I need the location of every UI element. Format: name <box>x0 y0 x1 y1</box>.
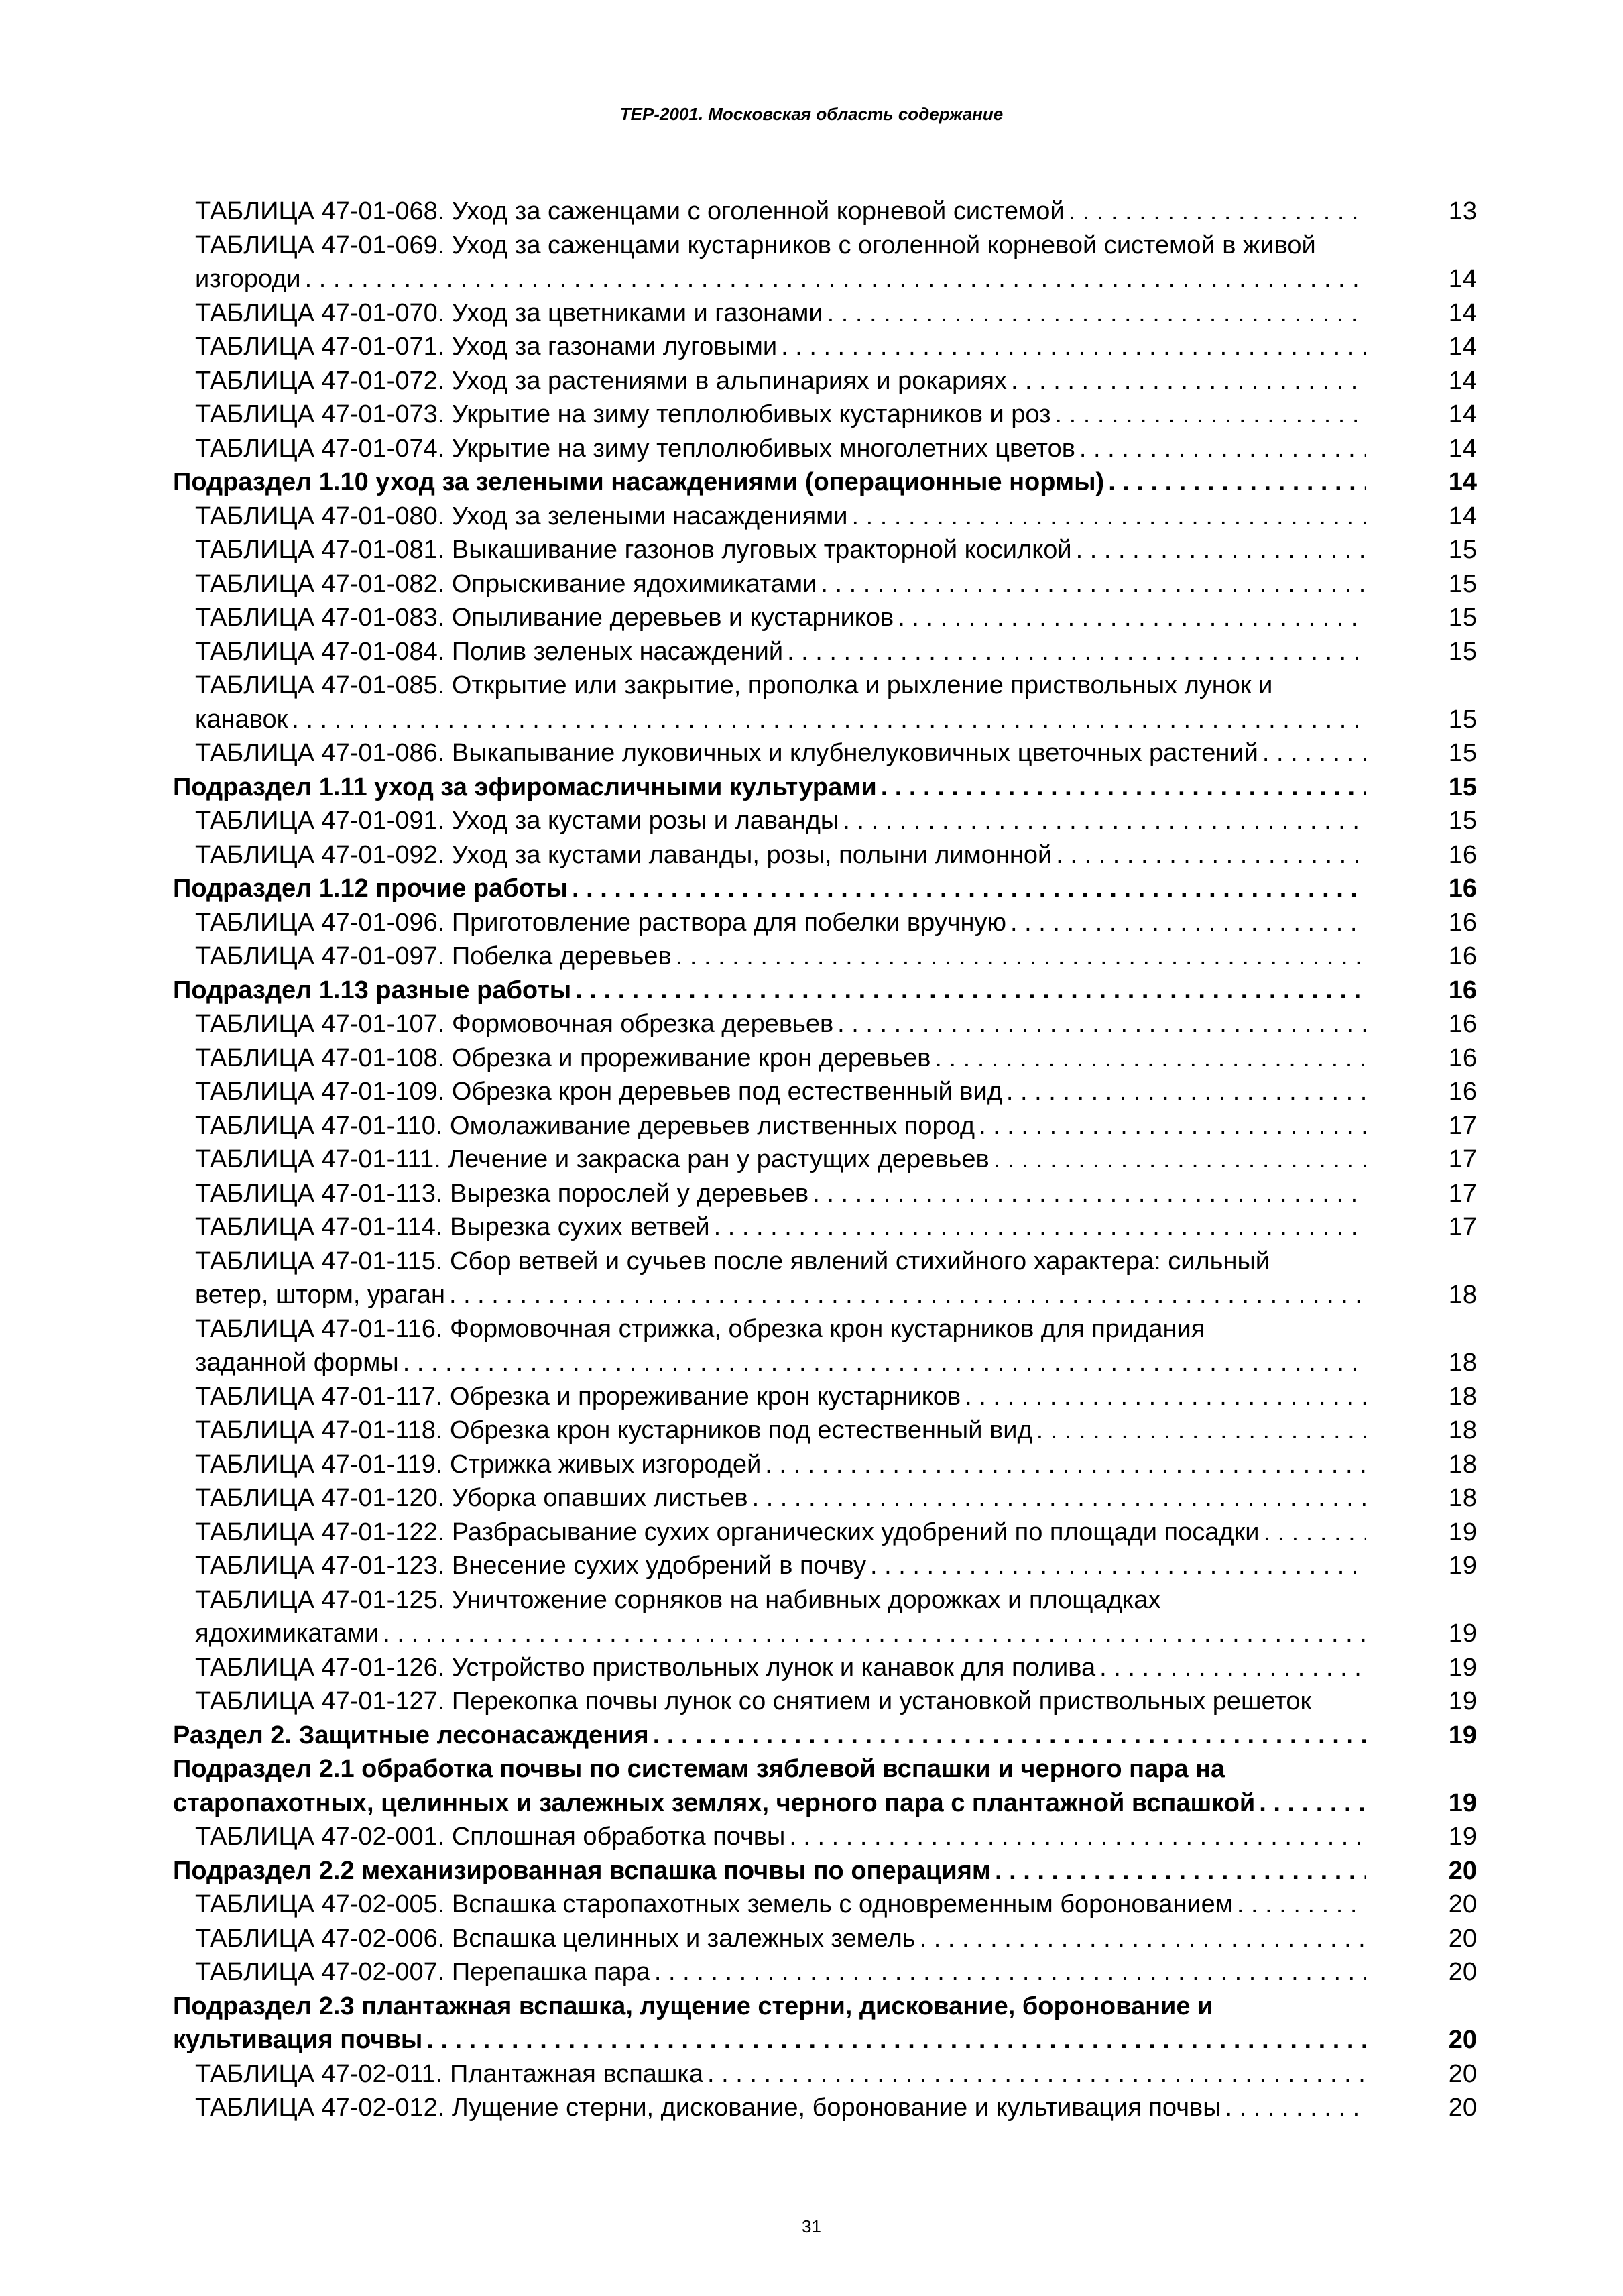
toc-table-entry <box>173 1820 1477 1854</box>
dot-leader <box>676 939 1366 974</box>
dot-leader <box>707 2057 1366 2091</box>
toc-entry-page: 17 <box>1448 1213 1477 1241</box>
toc-table-entry <box>173 1245 1477 1312</box>
toc-entry-title: Подраздел 1.11 уход за эфиромасличными культурами <box>173 772 877 801</box>
toc-entry-page: 15 <box>1448 705 1477 734</box>
dot-leader <box>654 1955 1366 1990</box>
toc-entry-page: 15 <box>1448 536 1477 564</box>
toc-entry-title: ТАБЛИЦА 47-01-068. Уход за саженцами с оголенной корневой системой <box>195 197 1065 225</box>
toc-entry-title: ТАБЛИЦА 47-02-006. Вспашка целинных и залежных земель <box>195 1924 916 1953</box>
toc-entry-title: ТАБЛИЦА 47-01-109. Обрезка крон деревьев под естественный вид <box>195 1078 1002 1106</box>
dot-leader <box>994 1143 1366 1177</box>
toc-table-entry <box>173 736 1477 770</box>
toc-table-entry <box>173 1380 1477 1414</box>
toc-entry-title: ТАБЛИЦА 47-01-070. Уход за цветниками и газонами <box>195 298 823 327</box>
toc-table-entry <box>173 2091 1477 2125</box>
dot-leader <box>1006 1075 1366 1109</box>
toc-entry-page: 18 <box>1448 1348 1477 1377</box>
toc-table-entry <box>173 398 1477 432</box>
toc-entry-page: 20 <box>1448 1856 1477 1885</box>
toc-entry-title: изгороди <box>195 265 301 293</box>
dot-leader <box>1262 736 1366 770</box>
toc-entry-title: ТАБЛИЦА 47-01-111. Лечение и закраска ран у растущих деревьев <box>195 1145 989 1173</box>
toc-entry-title: ядохимикатами <box>195 1619 379 1648</box>
dot-leader <box>1010 906 1366 940</box>
toc-entry-title: Раздел 2. Защитные лесонасаждения <box>173 1721 649 1749</box>
toc-entry-page: 19 <box>1448 1823 1477 1851</box>
toc-entry-page: 18 <box>1448 1484 1477 1512</box>
toc-entry-page: 16 <box>1448 1010 1477 1038</box>
toc-entry-title: ТАБЛИЦА 47-02-007. Перепашка пара <box>195 1958 650 1986</box>
toc-entry-title: ТАБЛИЦА 47-01-092. Уход за кустами лаванды, розы, полыни лимонной <box>195 840 1053 869</box>
toc-entry-title: ТАБЛИЦА 47-01-108. Обрезка и прореживание крон деревьев <box>195 1043 931 1072</box>
toc-table-entry <box>173 1448 1477 1482</box>
dot-leader <box>1263 1515 1366 1550</box>
toc-table-entry <box>173 229 1477 296</box>
toc-entry-first-line: ТАБЛИЦА 47-01-085. Открытие или закрытие, прополка и рыхление приствольных лунок и <box>195 671 1273 699</box>
toc-entry-first-line: ТАБЛИЦА 47-01-069. Уход за саженцами кустарников с оголенной корневой системой в живой <box>195 231 1316 260</box>
toc-table-entry <box>173 1481 1477 1515</box>
toc-table-entry <box>173 635 1477 669</box>
dot-leader <box>572 872 1366 906</box>
toc-entry-page: 20 <box>1448 2093 1477 2122</box>
toc-entry-title: ТАБЛИЦА 47-01-091. Уход за кустами розы и лаванды <box>195 807 839 835</box>
toc-entry-page: 16 <box>1448 1043 1477 1072</box>
dot-leader <box>821 567 1366 601</box>
running-header: ТЕР-2001. Московская область содержание <box>619 104 1004 124</box>
toc-entry-page: 17 <box>1448 1179 1477 1208</box>
toc-entry-title: ТАБЛИЦА 47-01-081. Выкашивание газонов луговых тракторной косилкой <box>195 536 1072 564</box>
toc-entry-first-line: ТАБЛИЦА 47-01-125. Уничтожение сорняков на набивных дорожках и площадках <box>195 1585 1161 1614</box>
dot-leader <box>292 703 1366 737</box>
toc-entry-page: 20 <box>1448 2059 1477 2088</box>
toc-table-entry <box>173 1651 1477 1685</box>
toc-entry-page: 13 <box>1448 197 1477 225</box>
dot-leader <box>714 1210 1366 1245</box>
toc-table-entry <box>173 330 1477 364</box>
dot-leader <box>1108 465 1366 500</box>
toc-entry-page: 15 <box>1448 604 1477 632</box>
toc-entry-page: 14 <box>1448 400 1477 428</box>
toc-table-entry <box>173 1515 1477 1550</box>
toc-table-entry <box>173 533 1477 567</box>
dot-leader <box>837 1007 1366 1041</box>
toc-entry-first-line: ТАБЛИЦА 47-01-115. Сбор ветвей и сучьев после явлений стихийного характера: сильный <box>195 1247 1270 1275</box>
dot-leader <box>852 500 1366 534</box>
page-number: 31 <box>802 2216 821 2236</box>
toc-table-entry <box>173 1041 1477 1076</box>
dot-leader <box>383 1617 1366 1651</box>
toc-entry-title: ТАБЛИЦА 47-01-119. Стрижка живых изгородей <box>195 1450 762 1479</box>
toc-entry-page: 14 <box>1448 366 1477 395</box>
toc-table-entry <box>173 432 1477 466</box>
toc-table-entry <box>173 1177 1477 1211</box>
toc-entry-page: 15 <box>1448 739 1477 767</box>
toc-entry-page: 19 <box>1448 1653 1477 1682</box>
dot-leader <box>789 1820 1366 1854</box>
toc-section-entry <box>173 770 1477 805</box>
dot-leader <box>1076 533 1366 567</box>
toc-entry-title: ТАБЛИЦА 47-01-110. Омолаживание деревьев лиственных пород <box>195 1111 975 1140</box>
toc-entry-page: 18 <box>1448 1416 1477 1444</box>
dot-leader <box>881 770 1366 805</box>
toc-table-entry <box>173 1109 1477 1143</box>
toc-entry-title: ТАБЛИЦА 47-01-073. Укрытие на зиму теплолюбивых кустарников и роз <box>195 400 1051 428</box>
toc-entry-page: 15 <box>1448 569 1477 598</box>
toc-entry-page: 17 <box>1448 1111 1477 1140</box>
dot-leader <box>843 804 1366 838</box>
toc-table-entry <box>173 194 1477 229</box>
toc-entry-page: 16 <box>1448 908 1477 937</box>
toc-table-entry <box>173 567 1477 601</box>
dot-leader <box>752 1481 1366 1515</box>
toc-entry-page: 19 <box>1448 1619 1477 1648</box>
dot-leader <box>787 635 1366 669</box>
toc-entry-page: 20 <box>1448 2026 1477 2054</box>
toc-entry-page: 16 <box>1448 874 1477 903</box>
dot-leader <box>898 601 1366 635</box>
toc-table-entry <box>173 364 1477 398</box>
toc-table-entry <box>173 1549 1477 1583</box>
dot-leader <box>1056 838 1366 872</box>
toc-table-entry <box>173 500 1477 534</box>
toc-entry-title: ветер, шторм, ураган <box>195 1281 445 1309</box>
toc-entry-page: 14 <box>1448 298 1477 327</box>
toc-table-entry <box>173 838 1477 872</box>
toc-entry-first-line: Подраздел 2.1 обработка почвы по системам зяблевой вспашки и черного пара на <box>173 1755 1225 1783</box>
toc-entry-title: ТАБЛИЦА 47-01-117. Обрезка и прореживание крон кустарников <box>195 1382 961 1411</box>
toc-entry-page: 20 <box>1448 1890 1477 1918</box>
toc-table-entry <box>173 1684 1477 1719</box>
dot-leader <box>305 262 1366 296</box>
toc-table-entry <box>173 1210 1477 1245</box>
toc-entry-page: 14 <box>1448 434 1477 463</box>
toc-entry-title: ТАБЛИЦА 47-01-122. Разбрасывание сухих органических удобрений по площади посадки <box>195 1517 1260 1546</box>
toc-entry-title: ТАБЛИЦА 47-01-080. Уход за зелеными насаждениями <box>195 502 848 530</box>
toc-table-entry <box>173 296 1477 331</box>
toc-entry-title: ТАБЛИЦА 47-01-096. Приготовление раствора для побелки вручную <box>195 908 1007 937</box>
toc-section-entry <box>173 1719 1477 1753</box>
toc-entry-page: 19 <box>1448 1687 1477 1715</box>
toc-entry-title: культивация почвы <box>173 2026 423 2054</box>
toc-entry-page: 15 <box>1448 772 1477 801</box>
toc-section-entry <box>173 872 1477 906</box>
dot-leader <box>1099 1651 1366 1685</box>
toc-entry-page: 20 <box>1448 1924 1477 1953</box>
toc-entry-title: ТАБЛИЦА 47-01-107. Формовочная обрезка деревьев <box>195 1010 834 1038</box>
toc-entry-title: ТАБЛИЦА 47-02-011. Плантажная вспашка <box>195 2059 703 2088</box>
toc-entry-title: Подраздел 1.10 уход за зелеными насаждениями (операционные нормы) <box>173 468 1105 496</box>
toc-table-entry <box>173 906 1477 940</box>
dot-leader <box>1225 2091 1366 2125</box>
toc-entry-first-line: Подраздел 2.3 плантажная вспашка, лущение стерни, дискование, боронование и <box>173 1992 1213 2020</box>
dot-leader <box>653 1719 1366 1753</box>
dot-leader <box>965 1380 1366 1414</box>
toc-entry-title: ТАБЛИЦА 47-02-005. Вспашка старопахотных земель с одновременным боронованием <box>195 1890 1233 1918</box>
toc-table-entry <box>173 1143 1477 1177</box>
dot-leader <box>979 1109 1366 1143</box>
toc-section-entry <box>173 974 1477 1008</box>
toc-entry-title: ТАБЛИЦА 47-01-071. Уход за газонами луговыми <box>195 333 778 361</box>
toc-entry-page: 14 <box>1448 265 1477 293</box>
toc-entry-title: канавок <box>195 705 288 734</box>
dot-leader <box>827 296 1366 331</box>
toc-entry-title: ТАБЛИЦА 47-01-072. Уход за растениями в альпинариях и рокариях <box>195 366 1007 395</box>
toc-entry-title: ТАБЛИЦА 47-01-083. Опыливание деревьев и кустарников <box>195 604 894 632</box>
toc-entry-title: Подраздел 1.12 прочие работы <box>173 874 568 903</box>
toc-entry-page: 14 <box>1448 333 1477 361</box>
toc-entry-title: ТАБЛИЦА 47-01-086. Выкапывание луковичных и клубнелуковичных цветочных растений <box>195 739 1258 767</box>
toc-table-entry <box>173 601 1477 635</box>
toc-entry-title: ТАБЛИЦА 47-01-113. Вырезка порослей у деревьев <box>195 1179 809 1208</box>
toc-entry-page: 18 <box>1448 1281 1477 1309</box>
dot-leader <box>870 1549 1366 1583</box>
toc-entry-page: 14 <box>1448 502 1477 530</box>
dot-leader <box>1259 1786 1366 1821</box>
dot-leader <box>1036 1414 1366 1448</box>
toc-entry-title: старопахотных, целинных и залежных землях, черного пара с плантажной вспашкой <box>173 1788 1256 1817</box>
toc-entry-page: 19 <box>1448 1552 1477 1580</box>
toc-entry-page: 16 <box>1448 976 1477 1005</box>
toc-entry-title: Подраздел 2.2 механизированная вспашка почвы по операциям <box>173 1856 991 1885</box>
toc-table-entry <box>173 2057 1477 2091</box>
toc-entry-title: заданной формы <box>195 1348 399 1377</box>
toc-table-entry <box>173 1955 1477 1990</box>
dot-leader <box>426 2023 1366 2057</box>
dot-leader <box>1011 364 1366 398</box>
toc-entry-title: ТАБЛИЦА 47-02-012. Лущение стерни, дискование, боронование и культивация почвы <box>195 2093 1221 2122</box>
toc-table-entry <box>173 1312 1477 1380</box>
toc-table-entry <box>173 669 1477 736</box>
dot-leader <box>920 1922 1366 1956</box>
toc-entry-page: 16 <box>1448 1078 1477 1106</box>
dot-leader <box>403 1346 1366 1380</box>
toc-entry-title: ТАБЛИЦА 47-02-001. Сплошная обработка почвы <box>195 1823 786 1851</box>
toc-table-entry <box>173 1583 1477 1651</box>
dot-leader <box>813 1177 1366 1211</box>
dot-leader <box>1069 194 1366 229</box>
toc-table-entry <box>173 1414 1477 1448</box>
toc-entry-page: 19 <box>1448 1517 1477 1546</box>
toc-entry-title: ТАБЛИЦА 47-01-123. Внесение сухих удобрений в почву <box>195 1552 866 1580</box>
toc-entry-page: 14 <box>1448 468 1477 496</box>
table-of-contents <box>173 194 1477 2125</box>
toc-entry-title: ТАБЛИЦА 47-01-126. Устройство приствольных лунок и канавок для полива <box>195 1653 1096 1682</box>
toc-table-entry <box>173 1922 1477 1956</box>
toc-table-entry <box>173 939 1477 974</box>
dot-leader <box>1055 398 1367 432</box>
toc-entry-title: ТАБЛИЦА 47-01-120. Уборка опавших листьев <box>195 1484 748 1512</box>
toc-entry-title: Подраздел 1.13 разные работы <box>173 976 572 1005</box>
toc-section-entry <box>173 1752 1477 1820</box>
toc-table-entry <box>173 1075 1477 1109</box>
toc-table-entry <box>173 1888 1477 1922</box>
dot-leader <box>765 1448 1366 1482</box>
toc-entry-page: 16 <box>1448 840 1477 869</box>
toc-entry-title: ТАБЛИЦА 47-01-084. Полив зеленых насаждений <box>195 637 784 666</box>
toc-table-entry <box>173 1007 1477 1041</box>
toc-section-entry <box>173 1990 1477 2057</box>
dot-leader <box>575 974 1366 1008</box>
toc-entry-page: 17 <box>1448 1145 1477 1173</box>
toc-entry-title: ТАБЛИЦА 47-01-114. Вырезка сухих ветвей <box>195 1213 710 1241</box>
toc-table-entry <box>173 804 1477 838</box>
toc-entry-title: ТАБЛИЦА 47-01-082. Опрыскивание ядохимикатами <box>195 569 817 598</box>
dot-leader <box>1237 1888 1366 1922</box>
toc-entry-title: ТАБЛИЦА 47-01-118. Обрезка крон кустарников под естественный вид <box>195 1416 1032 1444</box>
dot-leader <box>935 1041 1366 1076</box>
dot-leader <box>449 1278 1366 1312</box>
toc-entry-first-line: ТАБЛИЦА 47-01-116. Формовочная стрижка, обрезка крон кустарников для придания <box>195 1314 1205 1343</box>
dot-leader <box>1079 432 1366 466</box>
toc-entry-page: 15 <box>1448 807 1477 835</box>
toc-entry-title: ТАБЛИЦА 47-01-127. Перекопка почвы лунок со снятием и установкой приствольных решеток <box>195 1687 1312 1715</box>
toc-entry-page: 19 <box>1448 1788 1477 1817</box>
toc-entry-page: 18 <box>1448 1450 1477 1479</box>
toc-section-entry <box>173 1854 1477 1888</box>
toc-entry-page: 20 <box>1448 1958 1477 1986</box>
toc-entry-page: 15 <box>1448 637 1477 666</box>
toc-entry-page: 16 <box>1448 942 1477 970</box>
toc-entry-title: ТАБЛИЦА 47-01-074. Укрытие на зиму теплолюбивых многолетних цветов <box>195 434 1075 463</box>
toc-entry-page: 18 <box>1448 1382 1477 1411</box>
dot-leader <box>781 330 1366 364</box>
toc-entry-title: ТАБЛИЦА 47-01-097. Побелка деревьев <box>195 942 672 970</box>
dot-leader <box>995 1854 1366 1888</box>
toc-section-entry <box>173 465 1477 500</box>
toc-entry-page: 19 <box>1448 1721 1477 1749</box>
